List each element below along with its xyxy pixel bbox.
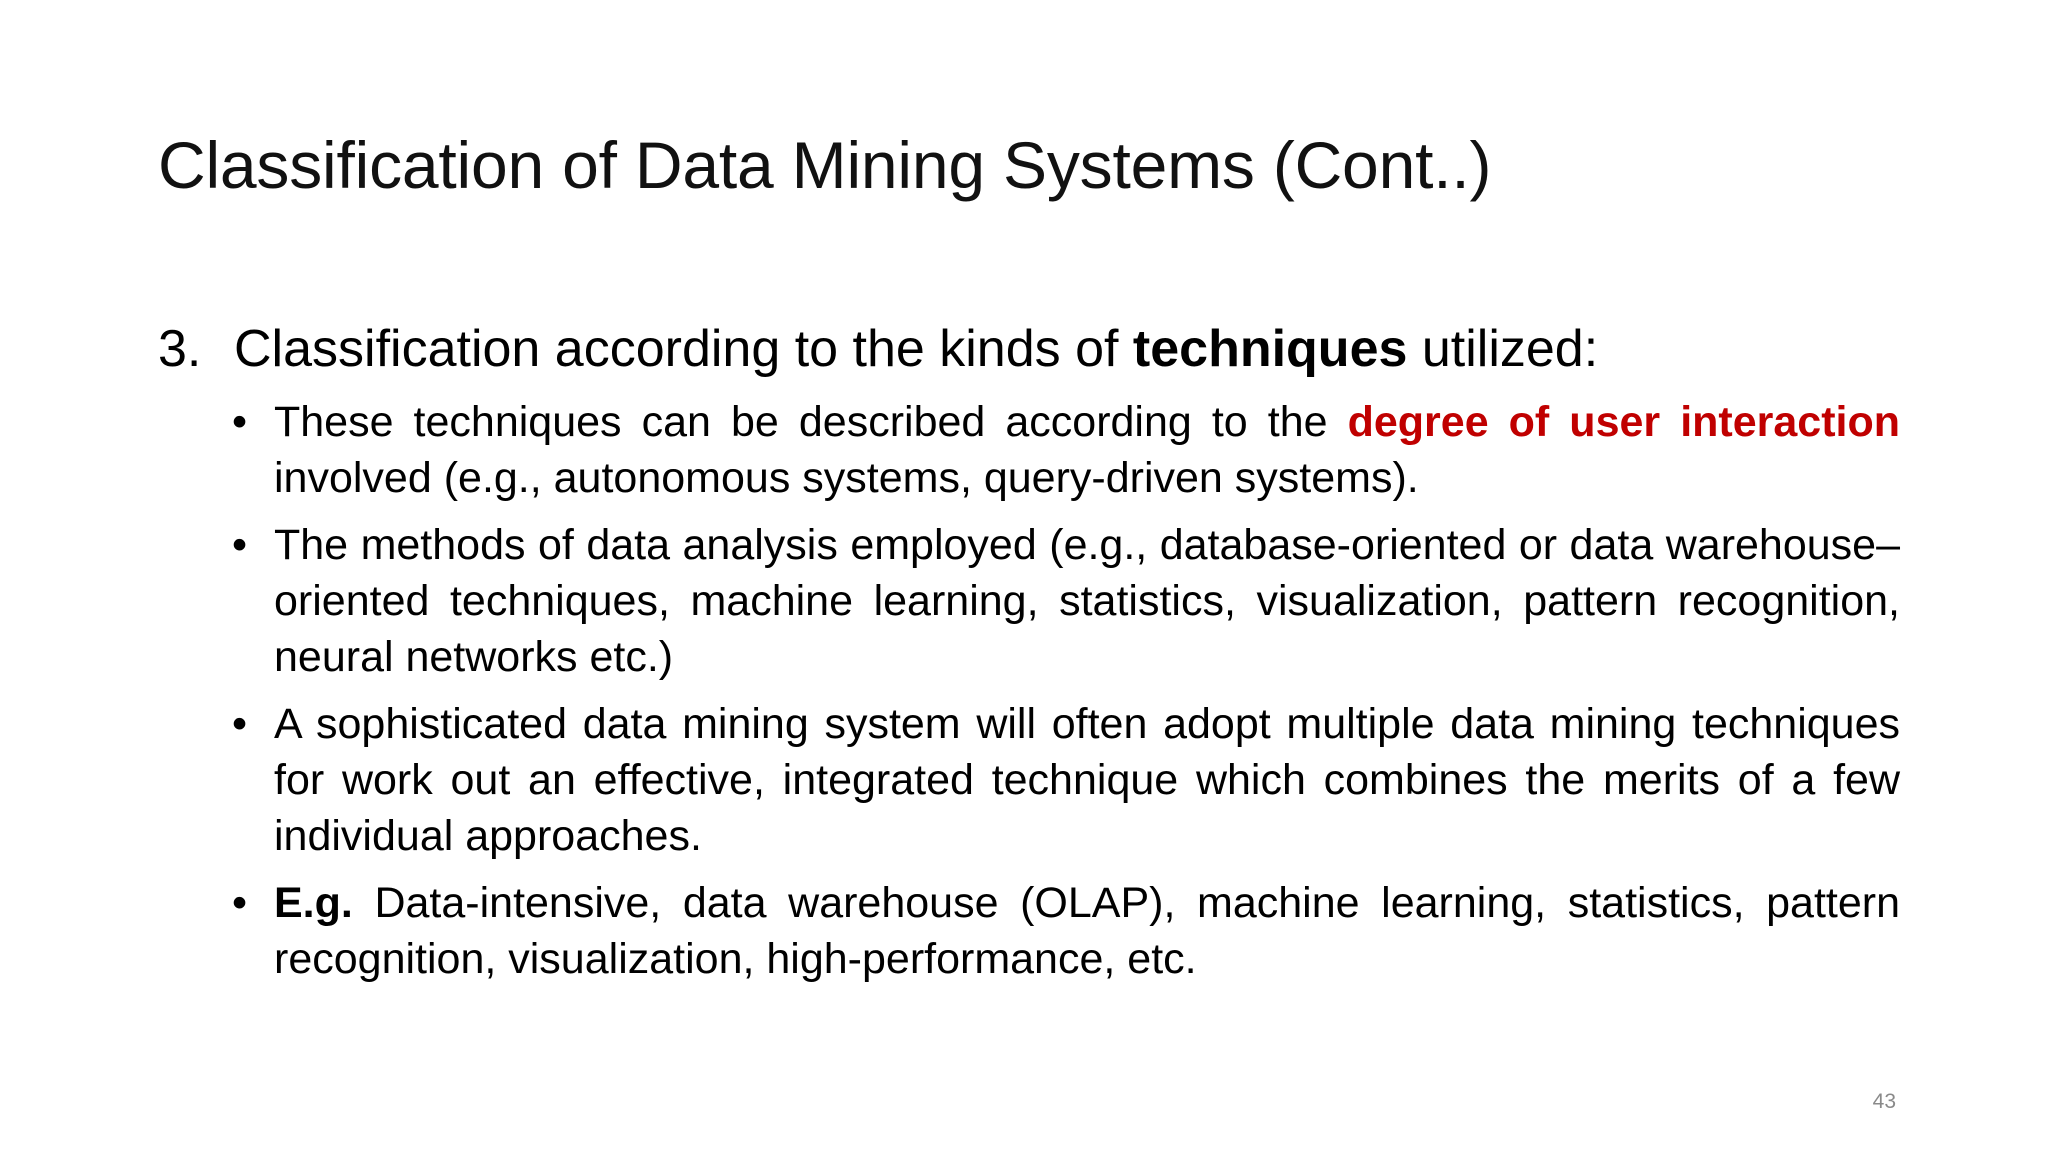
- bullet-text: These techniques can be described according to the: [274, 398, 1348, 446]
- bullet-symbol: •: [232, 398, 248, 446]
- bullet-text: Data-intensive, data warehouse (OLAP), machine learning, statistics, pattern recognition, visualization, high-performance, etc.: [274, 879, 1900, 983]
- bullet-text: The methods of data analysis employed (e.g., database-oriented or data warehouse–oriented techniques, machine learning, statistics, visualization, pattern recognition, neural networks etc.): [274, 521, 1900, 681]
- section-heading: [158, 318, 1598, 380]
- bullet-bold-prefix: E.g.: [274, 879, 353, 927]
- section-text-after: utilized:: [1407, 320, 1599, 378]
- bullet-item: [232, 517, 1900, 685]
- section-text-before: Classification according to the kinds of: [234, 320, 1133, 378]
- bullet-text-suffix: involved (e.g., autonomous systems, query-driven systems).: [274, 454, 1419, 502]
- bullet-list: [232, 394, 1900, 998]
- bullet-item: [232, 696, 1900, 864]
- bullet-text: A sophisticated data mining system will often adopt multiple data mining techniques for work out an effective, integrated technique which combines the merits of a few individual approaches.: [274, 700, 1900, 860]
- slide-title: Classification of Data Mining Systems (Cont..): [158, 128, 1492, 202]
- section-number: 3.: [158, 320, 202, 378]
- bullet-symbol: •: [232, 879, 248, 927]
- bullet-highlight: degree of user interaction: [1347, 398, 1900, 446]
- section-text-bold: techniques: [1132, 320, 1408, 378]
- bullet-symbol: •: [232, 521, 248, 569]
- bullet-symbol: •: [232, 700, 248, 748]
- page-number: 43: [1872, 1090, 1896, 1113]
- bullet-item: [232, 394, 1900, 506]
- bullet-item: [232, 875, 1900, 987]
